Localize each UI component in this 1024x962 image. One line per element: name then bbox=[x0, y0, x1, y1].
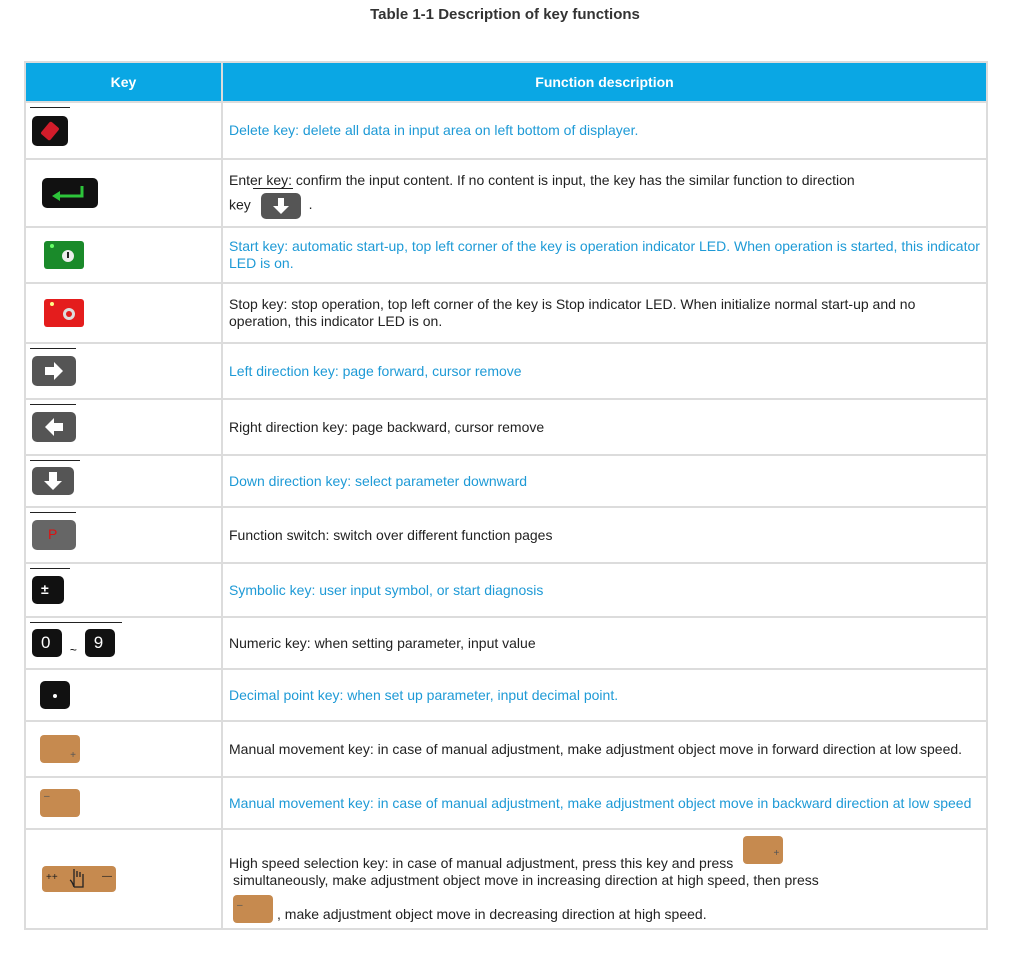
table-row bbox=[25, 283, 987, 343]
table-header-row bbox=[25, 62, 987, 102]
table-row bbox=[25, 102, 987, 159]
zero-key-icon bbox=[32, 629, 62, 657]
hand-icon bbox=[68, 867, 88, 889]
key-cell bbox=[25, 102, 222, 159]
row-description: Delete key: delete all data in input area on left bottom of displayer. bbox=[222, 102, 987, 159]
row-description: Symbolic key: user input symbol, or start diagnosis bbox=[222, 563, 987, 617]
table-row bbox=[25, 777, 987, 829]
header-key: Key bbox=[25, 62, 222, 102]
nine-key-icon bbox=[85, 629, 115, 657]
minus-label: – bbox=[44, 791, 50, 802]
page-title: Table 1-1 Description of key functions bbox=[370, 6, 640, 23]
down-arrow-icon bbox=[261, 193, 301, 219]
function-p-key-icon bbox=[32, 520, 76, 550]
key-cell bbox=[25, 399, 222, 455]
table-row bbox=[25, 669, 987, 721]
high-speed-desc-line1: High speed selection key: in case of manual adjustment, press this key and press bbox=[229, 854, 734, 871]
table-row bbox=[25, 829, 987, 929]
key-cell bbox=[25, 343, 222, 399]
key-cell bbox=[25, 563, 222, 617]
zero-label: 0 bbox=[41, 633, 51, 652]
enter-desc-line1: Enter key: confirm the input content. If no content is input, the key has the similar function to direction bbox=[229, 171, 855, 188]
enter-desc-key: key bbox=[229, 196, 251, 213]
double-plus-label: ++ bbox=[46, 872, 58, 883]
p-label: P bbox=[48, 526, 58, 542]
row-description: Down direction key: select parameter downward bbox=[222, 455, 987, 507]
double-minus-label: — bbox=[102, 871, 112, 882]
table-row bbox=[25, 563, 987, 617]
high-speed-desc-line2: simultaneously, make adjustment object move in increasing direction at high speed, then press bbox=[233, 871, 819, 888]
row-description bbox=[222, 159, 987, 227]
minus-label: – bbox=[237, 899, 243, 911]
table-row bbox=[25, 159, 987, 227]
table-row bbox=[25, 455, 987, 507]
table-row bbox=[25, 399, 987, 455]
key-cell bbox=[25, 455, 222, 507]
enter-desc-period: . bbox=[308, 196, 313, 213]
row-description: Right direction key: page backward, cursor remove bbox=[222, 399, 987, 455]
row-description: Manual movement key: in case of manual adjustment, make adjustment object move in backward direction at low speed bbox=[222, 777, 987, 829]
table-row bbox=[25, 227, 987, 283]
row-description: Start key: automatic start-up, top left corner of the key is operation indicator LED. When operation is started, this indicator LED is on. bbox=[222, 227, 987, 283]
key-cell bbox=[25, 617, 222, 669]
key-cell bbox=[25, 159, 222, 227]
plus-label: + bbox=[70, 750, 76, 761]
key-cell bbox=[25, 777, 222, 829]
key-cell bbox=[25, 283, 222, 343]
nine-label: 9 bbox=[93, 633, 104, 652]
row-description: Manual movement key: in case of manual adjustment, make adjustment object move in forward direction at low speed. bbox=[222, 721, 987, 777]
plus-label: + bbox=[773, 847, 780, 859]
table-row bbox=[25, 507, 987, 563]
row-description: Decimal point key: when set up parameter, input decimal point. bbox=[222, 669, 987, 721]
left-arrow-icon bbox=[32, 412, 76, 442]
key-cell bbox=[25, 227, 222, 283]
key-cell bbox=[25, 829, 222, 929]
enter-key-icon bbox=[42, 178, 98, 208]
table-row bbox=[25, 721, 987, 777]
start-key-icon bbox=[44, 241, 84, 269]
high-speed-desc-line3: , make adjustment object move in decreasing direction at high speed. bbox=[277, 905, 707, 922]
high-speed-key-icon bbox=[42, 866, 116, 892]
key-functions-table bbox=[24, 61, 988, 930]
key-cell bbox=[25, 721, 222, 777]
table-row bbox=[25, 617, 987, 669]
plus-minus-key-icon bbox=[32, 576, 64, 604]
row-description: Numeric key: when setting parameter, input value bbox=[222, 617, 987, 669]
down-arrow-icon bbox=[32, 467, 74, 495]
plus-minus-label: ± bbox=[41, 581, 49, 597]
table-row bbox=[25, 343, 987, 399]
manual-plus-key-icon bbox=[743, 836, 783, 864]
row-description bbox=[222, 829, 987, 929]
manual-minus-key-icon bbox=[40, 789, 80, 817]
header-function: Function description bbox=[222, 62, 987, 102]
tilde-separator: ~ bbox=[69, 643, 77, 657]
delete-key-icon bbox=[32, 116, 68, 146]
stop-key-icon bbox=[44, 299, 84, 327]
row-description: Left direction key: page forward, cursor remove bbox=[222, 343, 987, 399]
manual-minus-key-icon bbox=[233, 895, 273, 923]
row-description: Stop key: stop operation, top left corner of the key is Stop indicator LED. When initialize normal start-up and no operation, this indicator LED is on. bbox=[222, 283, 987, 343]
row-description: Function switch: switch over different function pages bbox=[222, 507, 987, 563]
key-cell bbox=[25, 669, 222, 721]
right-arrow-icon bbox=[32, 356, 76, 386]
manual-plus-key-icon bbox=[40, 735, 80, 763]
key-cell bbox=[25, 507, 222, 563]
decimal-point-key-icon bbox=[40, 681, 70, 709]
